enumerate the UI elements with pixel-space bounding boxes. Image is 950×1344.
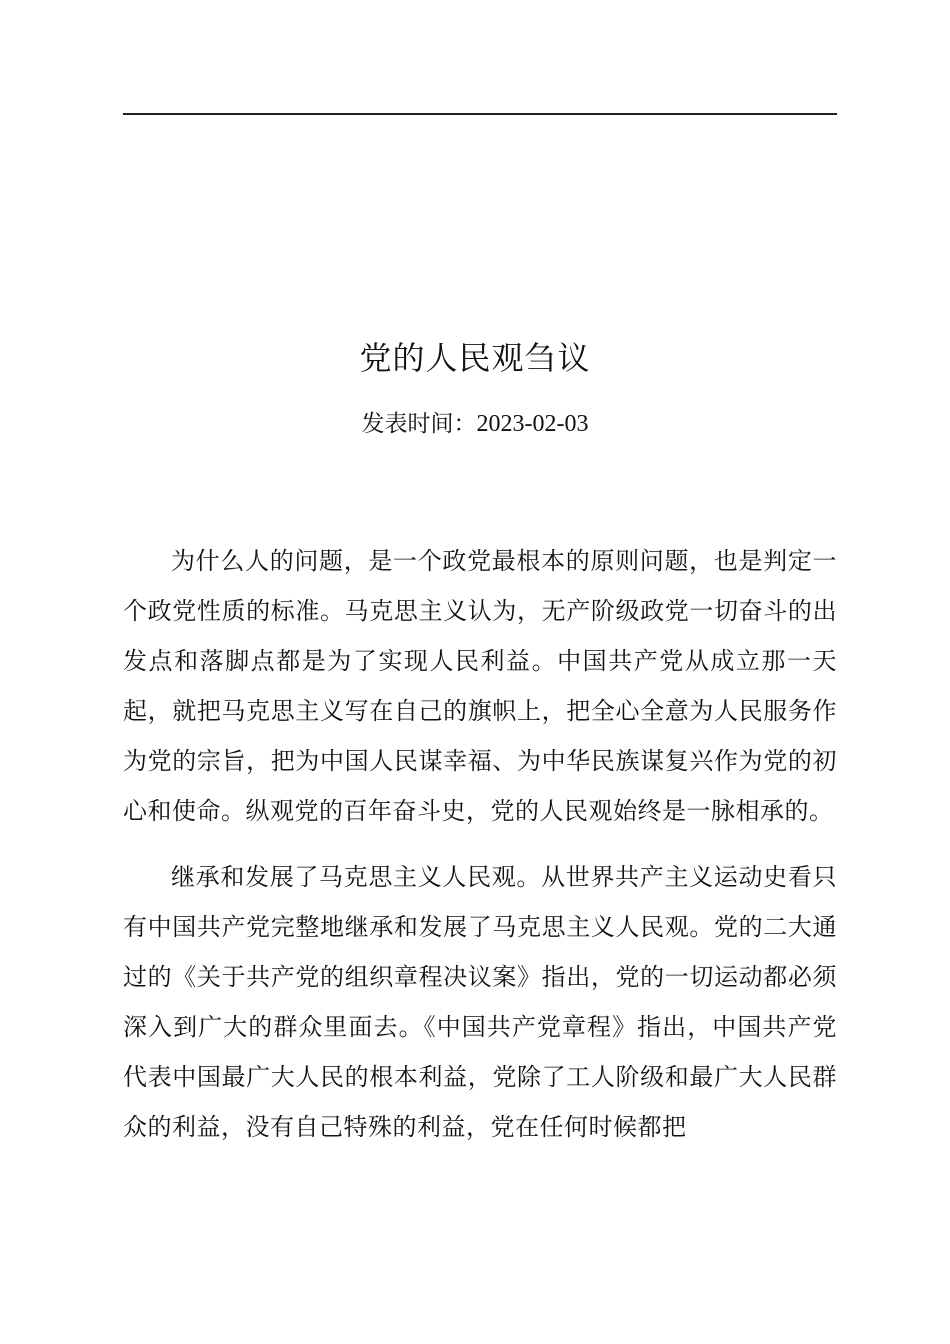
publish-info — [0, 404, 950, 444]
document-body — [123, 536, 837, 1168]
publish-label: 发表时间： — [361, 411, 477, 437]
paragraph-2: 继承和发展了马克思主义人民观。从世界共产主义运动史看只有中国共产党完整地继承和发展了马克思主义人民观。党的二大通过的《关于共产党的组织章程决议案》指出，党的一切运动都必须深入到广大的群众里面去。《中国共产党章程》指出，中国共产党代表中国最广大人民的根本利益，党除了工人阶级和最广大人民群众的利益，没有自己特殊的利益，党在任何时候都把 — [123, 863, 837, 1141]
header-divider — [123, 113, 837, 115]
paragraph-1: 为什么人的问题，是一个政党最根本的原则问题，也是判定一个政党性质的标准。马克思主义认为，无产阶级政党一切奋斗的出发点和落脚点都是为了实现人民利益。中国共产党从成立那一天起，就把马克思主义写在自己的旗帜上，把全心全意为人民服务作为党的宗旨，把为中国人民谋幸福、为中华民族谋复兴作为党的初心和使命。纵观党的百年奋斗史，党的人民观始终是一脉相承的。 — [123, 547, 837, 825]
publish-date: 2023-02-03 — [476, 411, 589, 437]
document-title: 党的人民观刍议 — [359, 339, 591, 377]
